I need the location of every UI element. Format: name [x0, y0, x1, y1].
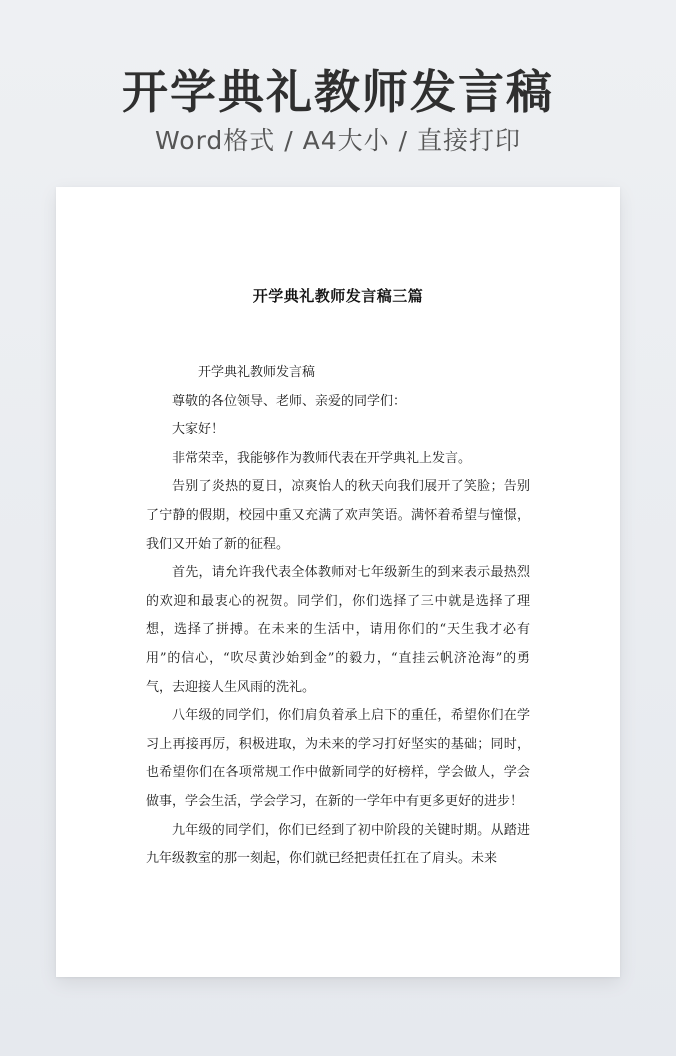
document-paragraph: 九年级的同学们，你们已经到了初中阶段的关键时期。从踏进九年级教室的那一刻起，你们就已经把责任扛在了肩头。未来: [146, 822, 530, 867]
hero-title: 开学典礼教师发言稿: [122, 65, 554, 119]
hero-subtitle: Word格式 / A4大小 / 直接打印: [155, 126, 521, 155]
document-subheading: 开学典礼教师发言稿: [198, 365, 316, 380]
document-paragraph: 尊敬的各位领导、老师、亲爱的同学们：: [172, 393, 407, 409]
document-page: [56, 187, 620, 977]
document-paragraph: 首先，请允许我代表全体教师对七年级新生的到来表示最热烈的欢迎和最衷心的祝贺。同学们，你们选择了三中就是选择了理想，选择了拼搏。在未来的生活中，请用你们的“天生我才必有用”的信心，“吹尽黄沙始到金”的毅力，“直挂云帆济沧海”的勇气，去迎接人生风雨的洗礼。: [146, 565, 530, 695]
document-paragraph: 告别了炎热的夏日，凉爽怡人的秋天向我们展开了笑脸；告别了宁静的假期，校园中重又充满了欢声笑语。满怀着希望与憧憬，我们又开始了新的征程。: [146, 479, 530, 552]
document-paragraph: 八年级的同学们，你们肩负着承上启下的重任，希望你们在学习上再接再厉，积极进取，为未来的学习打好坚实的基础；同时，也希望你们在各项常规工作中做新同学的好榜样，学会做人，学会做事，学会生活，学会学习，在新的一学年中有更多更好的进步！: [146, 708, 530, 809]
document-paragraph: 非常荣幸，我能够作为教师代表在开学典礼上发言。: [172, 450, 472, 466]
document-body: [146, 359, 530, 874]
hero-header: [0, 60, 676, 158]
document-title: 开学典礼教师发言稿三篇: [252, 287, 424, 305]
document-paragraph: 大家好！: [172, 422, 225, 438]
